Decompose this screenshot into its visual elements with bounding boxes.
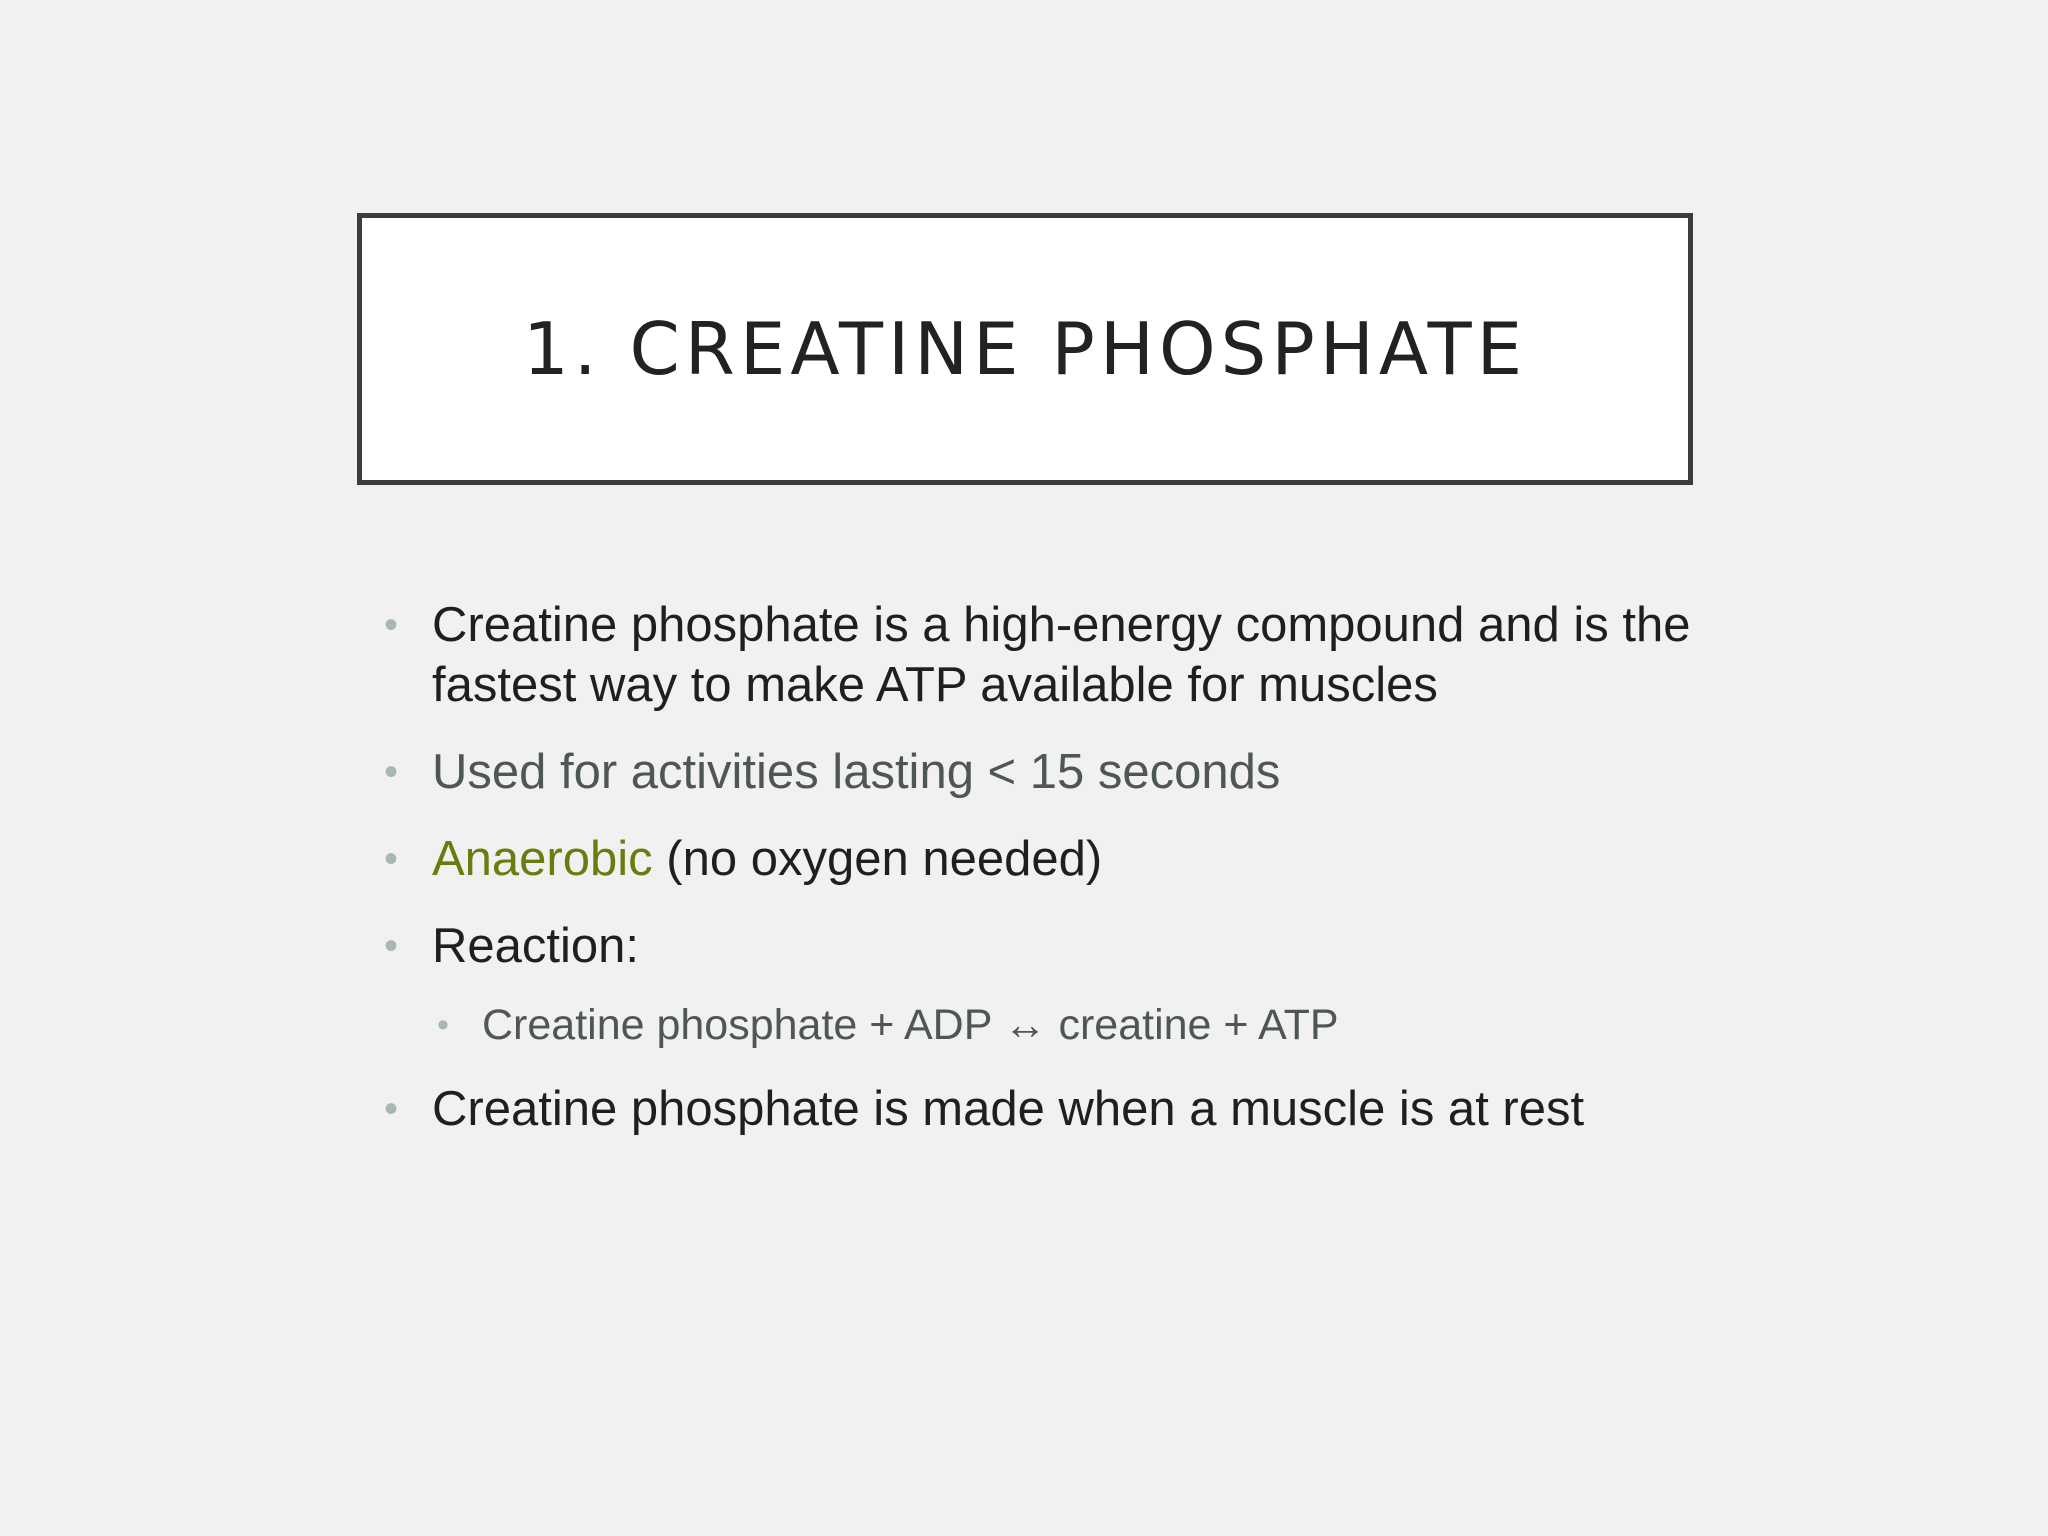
bullet-text: (no oxygen needed) [652,832,1103,886]
bullet-item [380,829,1720,889]
bullet-text: Reaction: [432,919,640,973]
bullet-item [380,916,1720,976]
bullet-marker: • [383,837,398,881]
bullet-item [380,742,1720,802]
slide-content [380,595,1720,1166]
sub-bullet-item [432,997,1720,1053]
highlighted-term: Anaerobic [432,832,653,886]
bullet-list [380,595,1720,1139]
title-box [357,213,1693,485]
bullet-marker: • [383,603,398,647]
bullet-text: Used for activities lasting < 15 seconds [432,745,1281,799]
bullet-item [380,595,1720,715]
sub-bullet-marker: • [437,1006,449,1044]
sub-bullet-text: Creatine phosphate + ADP ↔ creatine + ATP [482,1001,1339,1049]
bullet-text: Creatine phosphate is a high-energy compound and is the fastest way to make ATP available for muscles [432,598,1691,712]
bullet-text: Creatine phosphate is made when a muscle is at rest [432,1082,1585,1136]
slide-title: 1. CREATINE PHOSPHATE [522,307,1528,391]
bullet-marker: • [383,1087,398,1131]
bullet-marker: • [383,924,398,968]
bullet-marker: • [383,750,398,794]
bullet-item [380,1079,1720,1139]
